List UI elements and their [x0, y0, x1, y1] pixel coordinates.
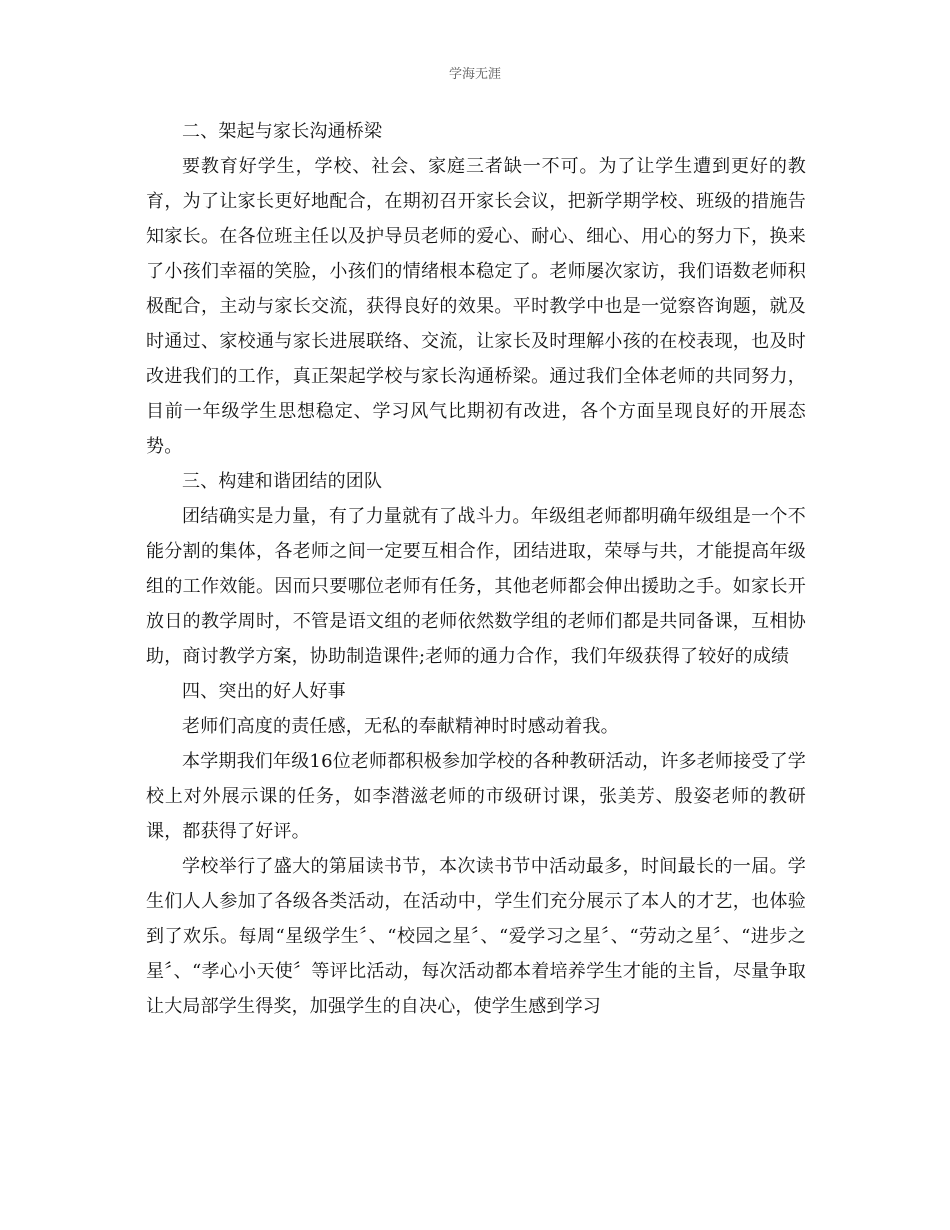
section-heading-3: 三、构建和谐团结的团队 — [182, 471, 383, 492]
section-heading-4: 四、突出的好人好事 — [182, 681, 346, 702]
page-header: 学海无涯 — [448, 67, 501, 82]
paragraph: 本学期我们年级16位老师都积极参加学校的各种教研活动，许多老师接受了学校上对外展示课的任务，如李潜滋老师的市级研讨课，张美芳、殷姿老师的教研课，都获得了好评。 — [146, 751, 806, 842]
section-heading-2: 二、架起与家长沟通桥梁 — [182, 121, 383, 142]
paragraph: 要教育好学生，学校、社会、家庭三者缺一不可。为了让学生遭到更好的教育，为了让家长更好地配合，在期初召开家长会议，把新学期学校、班级的措施告知家长。在各位班主任以及护导员老师的爱心、耐心、细心、用心的努力下，换来了小孩们幸福的笑脸，小孩们的情绪根本稳定了。老师屡次家访，我们语数老师积极配合，主动与家长交流，获得良好的效果。平时教学中也是一觉察咨询题，就及时通过、家校通与家长进展联络、交流，让家长及时理解小孩的在校表现，也及时改进我们的工作，真正架起学校与家长沟通桥梁。通过我们全体老师的共同努力，目前一年级学生思想稳定、学习风气比期初有改进，各个方面呈现良好的开展态势。 — [146, 156, 806, 457]
paragraph: 团结确实是力量，有了力量就有了战斗力。年级组老师都明确年级组是一个不能分割的集体，各老师之间一定要互相合作，团结进取，荣辱与共，才能提高年级组的工作效能。因而只要哪位老师有任务，其他老师都会伸出援助之手。如家长开放日的教学周时，不管是语文组的老师依然数学组的老师们都是共同备课，互相协助，商讨教学方案，协助制造课件;老师的通力合作，我们年级获得了较好的成绩 — [146, 506, 806, 667]
paragraph: 老师们高度的责任感，无私的奉献精神时时感动着我。 — [182, 716, 619, 737]
paragraph: 学校举行了盛大的第届读书节，本次读书节中活动最多，时间最长的一届。学生们人人参加了各级各类活动，在活动中，学生们充分展示了本人的才艺，也体验到了欢乐。每周“星级学生〞、“校园之星〞、“爱学习之星〞、“劳动之星〞、“进步之星〞、“孝心小天使〞等评比活动，每次活动都本着培养学生才能的主旨，尽量争取让大局部学生得奖，加强学生的自决心，使学生感到学习 — [146, 856, 806, 1017]
document-body — [146, 114, 806, 1024]
